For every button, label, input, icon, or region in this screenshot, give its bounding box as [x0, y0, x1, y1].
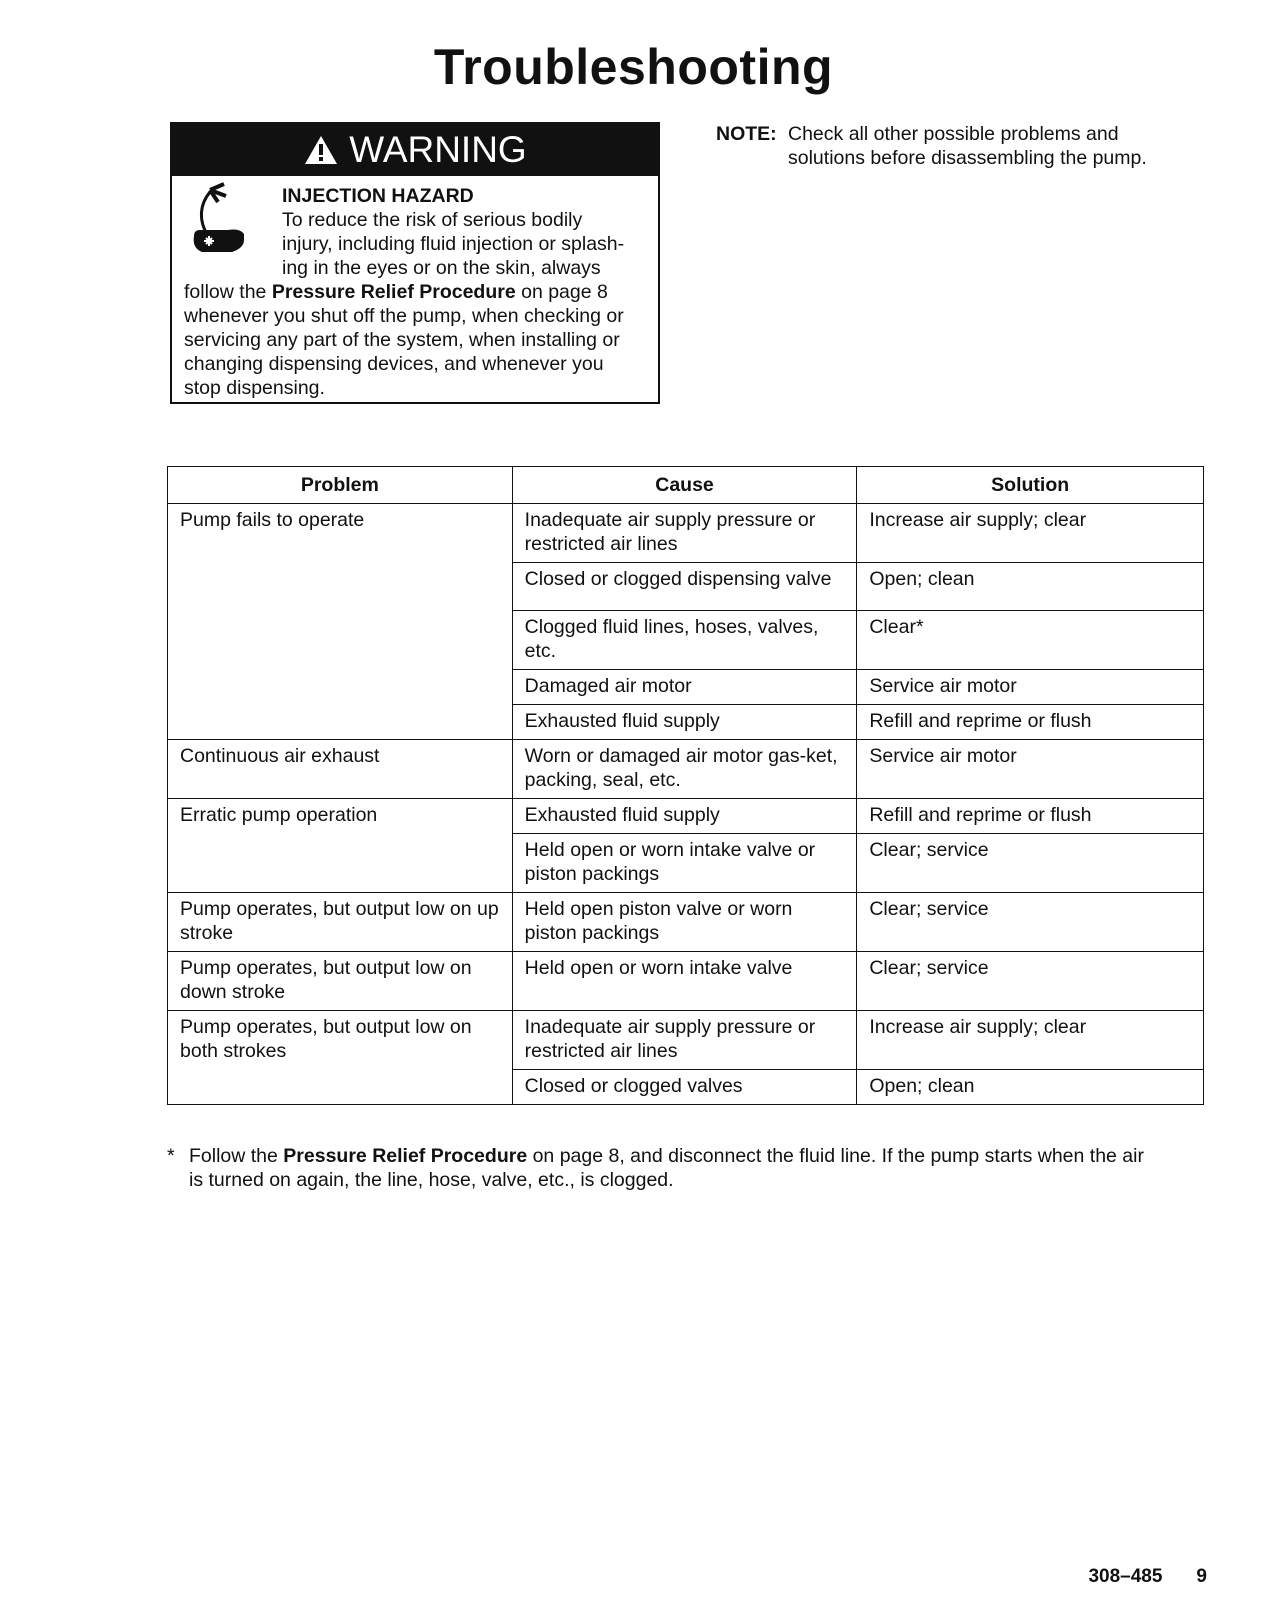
solution-cell: Service air motor — [857, 740, 1204, 799]
table-header-row — [168, 467, 1204, 504]
pressure-relief-reference: Pressure Relief Procedure — [271, 281, 516, 303]
warning-text: follow the — [184, 281, 272, 303]
injection-hazard-icon — [188, 182, 252, 272]
solution-cell: Clear* — [857, 611, 1204, 670]
solution-cell: Open; clean — [857, 563, 1204, 611]
table-row — [168, 952, 1204, 1011]
solution-cell: Clear; service — [857, 893, 1204, 952]
warning-header — [172, 124, 658, 176]
footnote-suffix: on page 8, and disconnect the fluid line. If the pump starts when the air is turned on again, the line, hose, valve, etc., is clogged. — [189, 1145, 1144, 1191]
warning-line: injury, including fluid injection or splash- — [282, 233, 625, 255]
table-body — [168, 504, 1204, 1105]
table-row — [168, 504, 1204, 563]
solution-cell: Clear; service — [857, 952, 1204, 1011]
cause-cell: Damaged air motor — [512, 670, 857, 705]
cause-cell: Clogged fluid lines, hoses, valves, etc. — [512, 611, 857, 670]
problem-cell: Pump operates, but output low on down stroke — [168, 952, 513, 1011]
page-footer — [1088, 1566, 1207, 1588]
note — [716, 122, 1206, 170]
solution-cell: Refill and reprime or flush — [857, 799, 1204, 834]
solution-cell: Clear; service — [857, 834, 1204, 893]
warning-body — [172, 176, 658, 400]
footnote-text — [189, 1144, 1149, 1192]
cause-cell: Exhausted fluid supply — [512, 705, 857, 740]
cause-cell: Held open or worn intake valve — [512, 952, 857, 1011]
hazard-title: INJECTION HAZARD — [282, 185, 474, 207]
problem-cell: Pump operates, but output low on both strokes — [168, 1011, 513, 1105]
warning-line: changing dispensing devices, and whenever you — [184, 353, 604, 375]
warning-text: on page 8 — [515, 281, 608, 303]
cause-cell: Held open piston valve or worn piston packings — [512, 893, 857, 952]
solution-cell: Increase air supply; clear — [857, 504, 1204, 563]
solution-cell: Increase air supply; clear — [857, 1011, 1204, 1070]
footnote-prefix: Follow the — [189, 1145, 284, 1167]
note-label: NOTE: — [716, 123, 777, 145]
header-problem: Problem — [168, 467, 513, 504]
cause-cell: Inadequate air supply pressure or restricted air lines — [512, 1011, 857, 1070]
solution-cell: Service air motor — [857, 670, 1204, 705]
cause-cell: Worn or damaged air motor gas-ket, packing, seal, etc. — [512, 740, 857, 799]
troubleshooting-table — [167, 466, 1204, 1105]
cause-cell: Held open or worn intake valve or piston packings — [512, 834, 857, 893]
footnote — [167, 1144, 1167, 1192]
header-solution: Solution — [857, 467, 1204, 504]
warning-line: ing in the eyes or on the skin, always — [282, 257, 601, 279]
cause-cell: Closed or clogged dispensing valve — [512, 563, 857, 611]
note-text: Check all other possible problems and solutions before disassembling the pump. — [788, 123, 1147, 169]
cause-cell: Closed or clogged valves — [512, 1070, 857, 1105]
warning-line: To reduce the risk of serious bodily — [282, 209, 583, 231]
document-number: 308–485 — [1088, 1566, 1163, 1587]
problem-cell: Erratic pump operation — [168, 799, 513, 893]
warning-line: stop dispensing. — [184, 377, 325, 399]
warning-line: servicing any part of the system, when installing or — [184, 329, 620, 351]
warning-line: whenever you shut off the pump, when checking or — [184, 305, 624, 327]
warning-triangle-icon — [303, 134, 339, 166]
page-title: Troubleshooting — [433, 39, 834, 95]
problem-cell: Pump fails to operate — [168, 504, 513, 740]
solution-cell: Open; clean — [857, 1070, 1204, 1105]
warning-header-label: WARNING — [349, 129, 527, 170]
cause-cell: Inadequate air supply pressure or restricted air lines — [512, 504, 857, 563]
problem-cell: Pump operates, but output low on up stroke — [168, 893, 513, 952]
page-number: 9 — [1196, 1566, 1207, 1587]
table-row — [168, 1011, 1204, 1070]
table-row — [168, 740, 1204, 799]
table-row — [168, 799, 1204, 834]
pressure-relief-reference: Pressure Relief Procedure — [283, 1145, 528, 1167]
solution-cell: Refill and reprime or flush — [857, 705, 1204, 740]
header-cause: Cause — [512, 467, 857, 504]
footnote-mark: * — [167, 1145, 175, 1167]
cause-cell: Exhausted fluid supply — [512, 799, 857, 834]
warning-line — [184, 280, 646, 304]
warning-indented-text — [282, 184, 646, 280]
problem-cell: Continuous air exhaust — [168, 740, 513, 799]
warning-box — [170, 122, 660, 404]
table-row — [168, 893, 1204, 952]
